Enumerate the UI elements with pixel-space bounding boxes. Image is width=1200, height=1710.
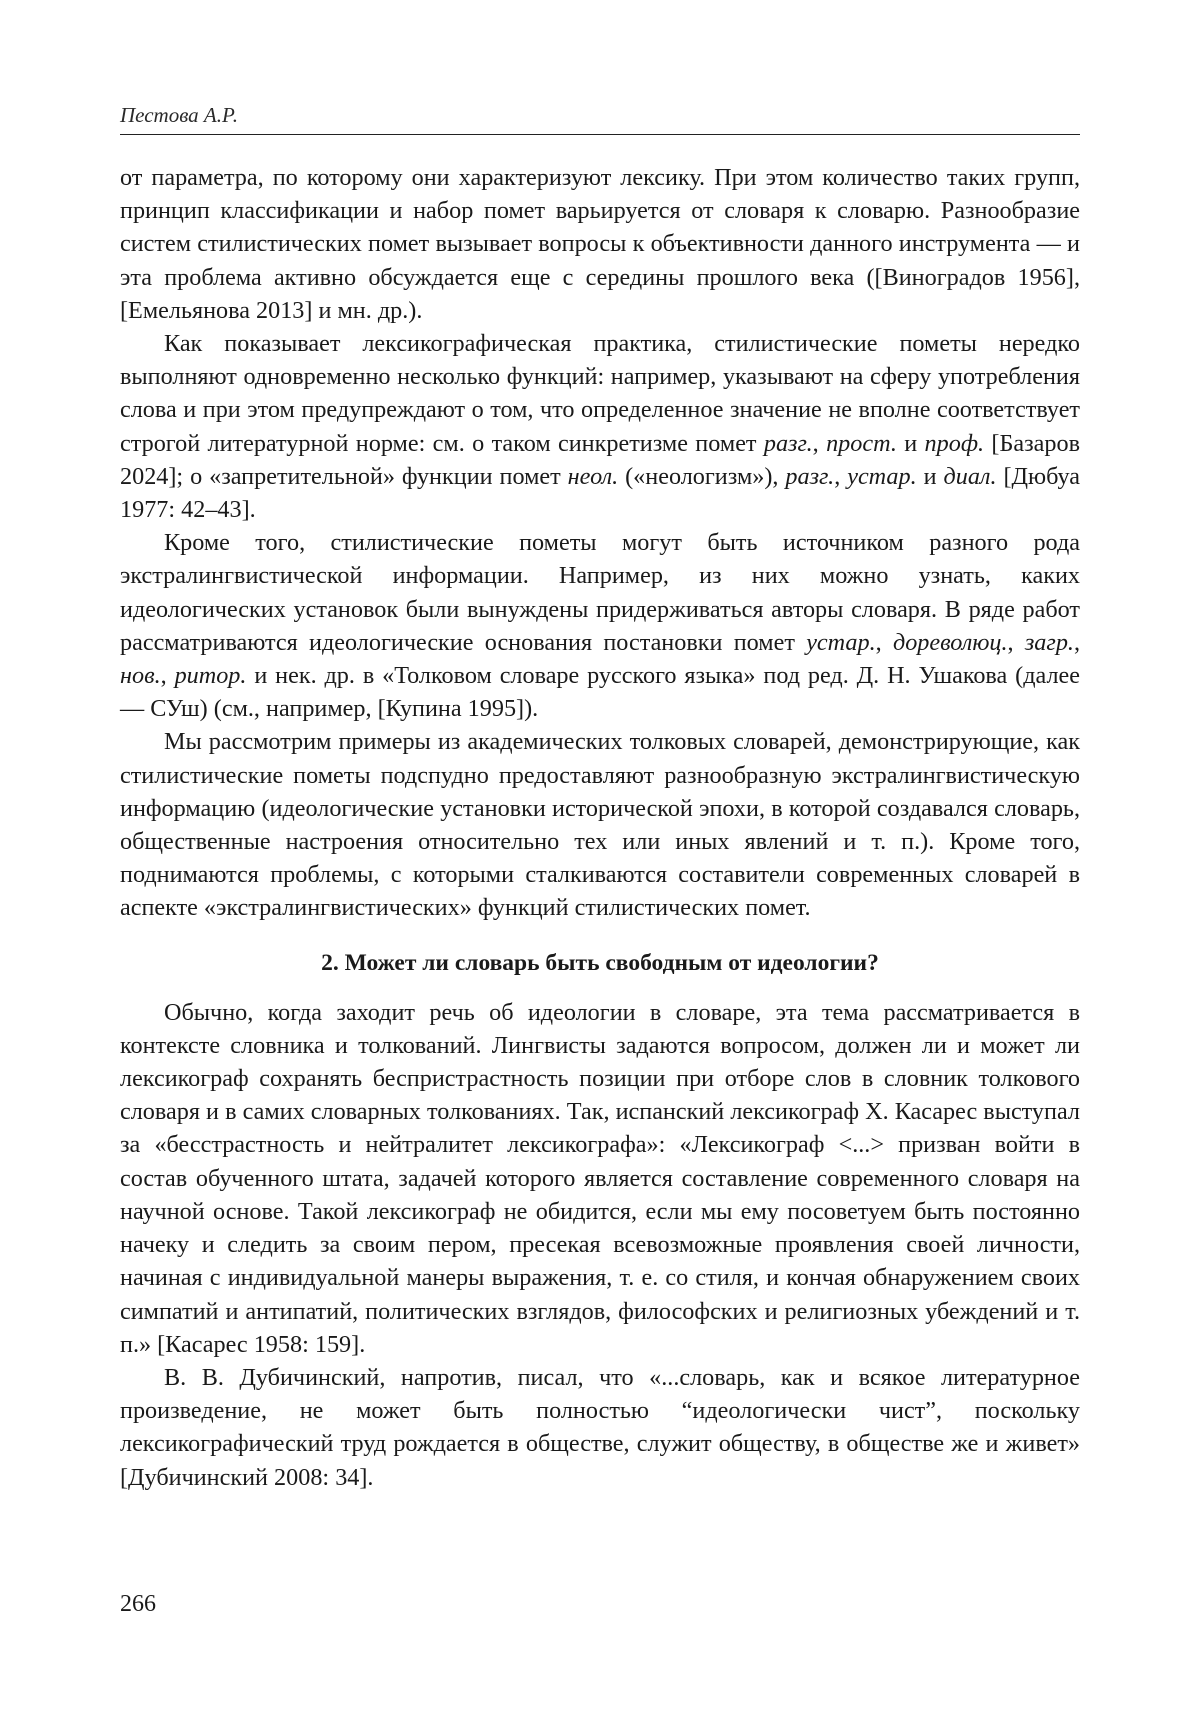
paragraph-2 [120, 327, 1080, 526]
italic-label: нов. [120, 662, 161, 690]
text-run: , [812, 429, 827, 457]
text-run: Кроме того, стилистические пометы могут быть источником разного рода экстралингвистической информации. Например, из них можно узнать, каких идеологических установок были вынуждены придерживаться авторы словаря. В ряде работ рассматриваются идеологические основания постановки помет [120, 529, 1080, 656]
italic-label: устар. [806, 628, 876, 656]
italic-label: разг. [785, 462, 835, 490]
paragraph-5: Обычно, когда заходит речь об идеологии в словаре, эта тема рассматривается в контексте словника и толкований. Лингвисты задаются вопросом, должен ли и может ли лексикограф сохранять беспристрастность позиции при отборе слов в словник толкового словаря и в самих словарных толкованиях. Так, испанский лексикограф Х. Касарес выступал за «бесстрастность и нейтралитет лексикографа»: «Лексикограф <...> призван войти в состав обученного штата, задачей которого является составление современного словаря на научной основе. Такой лексикограф не обидится, если мы ему посоветуем быть постоянно начеку и следить за своим пером, пресекая всевозможные проявления своей личности, начиная с индивидуальной манеры выражения, т. е. со стиля, и кончая обнаружением своих симпатий и антипатий, политических взглядов, философских и религиозных убеждений и т. п.» [Касарес 1958: 159]. [120, 998, 1080, 1358]
text-run: , [834, 462, 848, 490]
italic-label: прост. [826, 429, 897, 457]
italic-label: диал. [943, 462, 997, 490]
text-run: , [1073, 628, 1081, 656]
italic-label: загр. [1024, 628, 1074, 656]
text-run: [Базаров 2024]; о «запретительной» функции помет [120, 429, 1080, 490]
text-run: («неологизм»), [618, 462, 786, 490]
body-text [120, 161, 1080, 1494]
italic-label: неол. [567, 462, 619, 490]
italic-label: проф. [924, 429, 985, 457]
section-heading: 2. Может ли словарь быть свободным от идеологии? [321, 949, 879, 976]
text-run: и [896, 429, 925, 457]
header-rule [120, 134, 1080, 135]
text-run: [Дюбуа 1977: 42–43]. [120, 462, 1080, 524]
italic-label: ритор. [174, 662, 247, 690]
text-run: и нек. др. в «Толковом словаре русского языка» под ред. Д. Н. Ушакова (далее — СУш) (см., например, [Купина 1995]). [120, 662, 1080, 723]
paragraph-1: от параметра, по которому они характеризуют лексику. При этом количество таких групп, принцип классификации и набор помет варьируется от словаря к словарю. Разнообразие систем стилистических помет вызывает вопросы к объективности данного инструмента — и эта проблема активно обсуждается еще с середины прошлого века ([Виноградов 1956], [Емельянова 2013] и мн. др.). [120, 164, 1080, 324]
paragraph-6: В. В. Дубичинский, напротив, писал, что «...словарь, как и всякое литературное произведение, не может быть полностью “идеологически чист”, поскольку лексикографический труд рождается в обществе, служит обществу, в обществе же и живет» [Дубичинский 2008: 34]. [120, 1363, 1080, 1491]
italic-label: разг. [763, 429, 813, 457]
text-run: , [875, 628, 893, 656]
italic-label: устар. [847, 462, 917, 490]
paragraph-3 [120, 526, 1080, 725]
paragraph-4: Мы рассмотрим примеры из академических толковых словарей, демонстрирующие, как стилистические пометы подспудно предоставляют разнообразную экстралингвистическую информацию (идеологические установки исторической эпохи, в которой создавался словарь, общественные настроения относительно тех или иных явлений и т. п.). Кроме того, поднимаются проблемы, с которыми сталкиваются составители современных словарей в аспекте «экстралингвистических» функций стилистических помет. [120, 728, 1080, 922]
text-run: , [1007, 628, 1025, 656]
italic-label: дореволюц. [892, 628, 1008, 656]
text-run: Как показывает лексикографическая практика, стилистические пометы нередко выполняют одновременно несколько функций: например, указывают на сферу употребления слова и при этом предупреждают о том, что определенное значение не вполне соответствует строгой литературной норме: см. о таком синкретизме помет [120, 330, 1080, 457]
text-run: , [160, 662, 175, 690]
running-head-author: Пестова А.Р. [120, 103, 238, 127]
page-number: 266 [120, 1591, 156, 1617]
text-run: и [916, 462, 944, 490]
